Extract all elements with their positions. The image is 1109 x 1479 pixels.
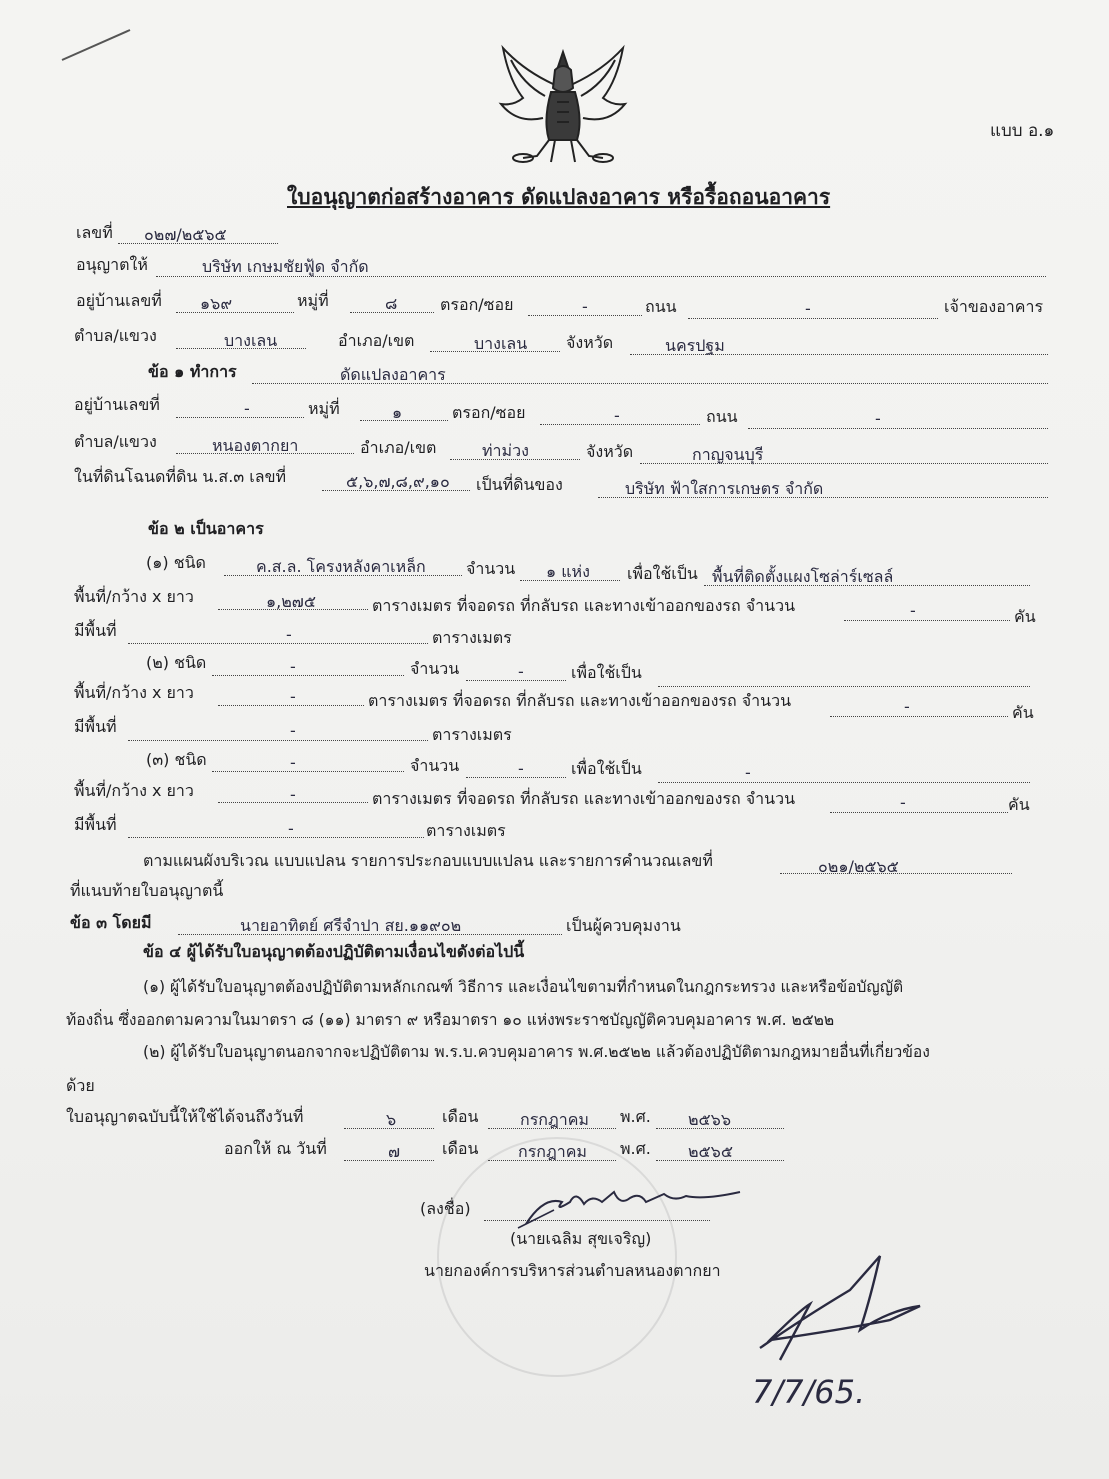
c1-land-owner-label: เป็นที่ดินของ xyxy=(476,475,563,494)
dotted-line xyxy=(176,417,304,418)
form-code: แบบ อ.๑ xyxy=(990,121,1055,141)
tambon-value: บางเลน xyxy=(224,331,278,350)
pen-scratch xyxy=(60,24,134,64)
signatory-position: นายกองค์การบริหารส่วนตำบลหนองตากยา xyxy=(424,1261,721,1280)
c1-soi-value: - xyxy=(614,406,620,425)
moo-value: ๘ xyxy=(385,294,398,313)
item1-type: ค.ส.ล. โครงหลังคาเหล็ก xyxy=(256,557,426,576)
dotted-line xyxy=(176,312,294,313)
dotted-line xyxy=(658,686,1030,687)
dotted-line xyxy=(466,777,566,778)
province-label: จังหวัด xyxy=(566,333,614,352)
tambon-label: ตำบล/แขวง xyxy=(74,326,157,345)
item1-count-label: จำนวน xyxy=(466,559,516,578)
item1-extra-area: - xyxy=(286,625,292,644)
dotted-line xyxy=(212,675,404,676)
permit-no-label: เลขที่ xyxy=(76,223,113,242)
item2-car-unit: คัน xyxy=(1012,703,1034,722)
dotted-line xyxy=(688,318,938,319)
item2-count: - xyxy=(518,662,524,681)
dotted-line xyxy=(128,740,428,741)
official-signature xyxy=(514,1172,754,1232)
item3-extra-area: - xyxy=(288,819,294,838)
item3-area: - xyxy=(290,785,296,804)
item3-sqm: ตารางเมตร xyxy=(426,821,506,840)
dotted-line xyxy=(540,424,700,425)
handwritten-initials xyxy=(740,1250,940,1370)
item1-has-area-label: มีพื้นที่ xyxy=(74,621,117,640)
clause3-suffix: เป็นผู้ควบคุมงาน xyxy=(566,916,681,935)
c1-land-owner: บริษัท ฟ้าใสการเกษตร จำกัด xyxy=(625,479,824,498)
c1-road-label: ถนน xyxy=(706,407,738,426)
signatory-name: (นายเฉลิม สุขเจริญ) xyxy=(510,1229,652,1248)
c1-moo-label: หมู่ที่ xyxy=(308,399,340,418)
item3-car-unit: คัน xyxy=(1008,795,1030,814)
item1-sqm: ตารางเมตร xyxy=(432,628,512,647)
item3-cars: - xyxy=(900,793,906,812)
soi-value: - xyxy=(582,297,588,316)
issued-month: กรกฎาคม xyxy=(518,1142,587,1161)
dotted-line xyxy=(844,620,1010,621)
garuda-emblem xyxy=(493,40,633,170)
item1-use: พื้นที่ติดตั้งแผงโซล่าร์เซลล์ xyxy=(712,567,894,586)
item3-area-suffix: ตารางเมตร ที่จอดรถ ที่กลับรถ และทางเข้าออกของรถ จำนวน xyxy=(372,789,795,808)
plan-text: ตามแผนผังบริเวณ แบบแปลน รายการประกอบแบบแปลน และรายการคำนวณเลขที่ xyxy=(143,851,713,870)
moo-label: หมู่ที่ xyxy=(297,291,329,310)
c1-moo-value: ๑ xyxy=(392,403,403,422)
sign-label: (ลงชื่อ) xyxy=(420,1199,471,1218)
item3-use: - xyxy=(745,763,751,782)
c1-amphoe-value: ท่าม่วง xyxy=(482,441,529,460)
item2-area-label: พื้นที่/กว้าง x ยาว xyxy=(74,683,194,702)
clause3-label: ข้อ ๓ โดยมี xyxy=(70,913,152,932)
c1-land-label: ในที่ดินโฉนดที่ดิน น.ส.๓ เลขที่ xyxy=(74,467,287,486)
clause4-c1-line2: ท้องถิ่น ซึ่งออกตามความในมาตรา ๘ (๑๑) มาตรา ๙ หรือมาตรา ๑๐ แห่งพระราชบัญญัติควบคุมอาคาร พ.ศ. ๒๕๒๒ xyxy=(66,1011,835,1029)
item3-use-label: เพื่อใช้เป็น xyxy=(571,759,642,778)
soi-label: ตรอก/ซอย xyxy=(440,295,514,314)
clause4-c2-line2: ด้วย xyxy=(66,1076,95,1095)
dotted-line xyxy=(830,812,1008,813)
validity-year: ๒๕๖๖ xyxy=(688,1110,731,1129)
c1-tambon-value: หนองตากยา xyxy=(212,436,299,455)
clause4-label: ข้อ ๔ ผู้ได้รับใบอนุญาตต้องปฏิบัติตามเงื่อนไขดังต่อไปนี้ xyxy=(143,942,525,961)
c1-tambon-label: ตำบล/แขวง xyxy=(74,432,157,451)
c1-land-no: ๕,๖,๗,๘,๙,๑๐ xyxy=(346,472,450,491)
c1-province-value: กาญจนบุรี xyxy=(692,445,764,464)
c1-soi-label: ตรอก/ซอย xyxy=(452,403,526,422)
item2-area-suffix: ตารางเมตร ที่จอดรถ ที่กลับรถ และทางเข้าออกของรถ จำนวน xyxy=(368,691,791,710)
dotted-line xyxy=(128,837,424,838)
issued-label: ออกให้ ณ วันที่ xyxy=(224,1139,327,1158)
owner-suffix: เจ้าของอาคาร xyxy=(944,297,1044,316)
item2-cars: - xyxy=(904,697,910,716)
road-value: - xyxy=(805,299,811,318)
item2-has-area-label: มีพื้นที่ xyxy=(74,717,117,736)
issued-day: ๗ xyxy=(388,1142,401,1161)
c1-house-no-label: อยู่บ้านเลขที่ xyxy=(74,395,160,414)
item3-count: - xyxy=(518,759,524,778)
dotted-line xyxy=(128,643,428,644)
page-title: ใบอนุญาตก่อสร้างอาคาร ดัดแปลงอาคาร หรือรื้อถอนอาคาร xyxy=(287,185,831,209)
item2-area: - xyxy=(290,687,296,706)
clause1-action: ดัดแปลงอาคาร xyxy=(340,365,446,384)
clause1-label: ข้อ ๑ ทำการ xyxy=(148,362,237,381)
item3-type-label: (๓) ชนิด xyxy=(146,750,207,769)
item1-cars: - xyxy=(910,601,916,620)
dotted-line xyxy=(830,716,1008,717)
c1-house-no-value: - xyxy=(244,399,250,418)
house-no-value: ๑๖๙ xyxy=(200,294,233,313)
province-value: นครปฐม xyxy=(665,336,725,355)
item1-area: ๑,๒๗๕ xyxy=(266,592,316,611)
dotted-line xyxy=(466,680,566,681)
item3-area-label: พื้นที่/กว้าง x ยาว xyxy=(74,781,194,800)
permit-no-value: ๐๒๗/๒๕๖๕ xyxy=(144,225,227,244)
item1-use-label: เพื่อใช้เป็น xyxy=(627,564,698,583)
plan-no: ๐๒๑/๒๕๖๕ xyxy=(818,857,899,876)
clause3-supervisor: นายอาทิตย์ ศรีจำปา สย.๑๑๙๐๒ xyxy=(240,916,462,935)
clause4-c1-line1: (๑) ผู้ได้รับใบอนุญาตต้องปฏิบัติตามหลักเกณฑ์ วิธีการ และเงื่อนไขตามที่กำหนดในกฎกระทรวง และหรือข้อบัญญัติ xyxy=(143,978,904,996)
plan-attached: ที่แนบท้ายใบอนุญาตนี้ xyxy=(70,881,224,900)
validity-month-label: เดือน xyxy=(442,1107,479,1126)
validity-day: ๖ xyxy=(386,1110,397,1129)
item2-sqm: ตารางเมตร xyxy=(432,725,512,744)
item2-type: - xyxy=(290,657,296,676)
c1-road-value: - xyxy=(875,409,881,428)
item1-count: ๑ แห่ง xyxy=(546,562,590,581)
validity-month: กรกฎาคม xyxy=(520,1110,589,1129)
handwritten-date: 7/7/65. xyxy=(752,1373,866,1411)
dotted-line xyxy=(360,420,448,421)
issued-month-label: เดือน xyxy=(442,1139,479,1158)
dotted-line xyxy=(748,428,1048,429)
item2-extra-area: - xyxy=(290,721,296,740)
issued-year: ๒๕๖๕ xyxy=(688,1142,733,1161)
c1-amphoe-label: อำเภอ/เขต xyxy=(360,438,437,457)
c1-province-label: จังหวัด xyxy=(586,442,634,461)
clause2-label: ข้อ ๒ เป็นอาคาร xyxy=(148,519,264,538)
validity-year-label: พ.ศ. xyxy=(620,1107,651,1126)
issued-year-label: พ.ศ. xyxy=(620,1139,651,1158)
item1-car-unit: คัน xyxy=(1014,607,1036,626)
clause4-c2-line1: (๒) ผู้ได้รับใบอนุญาตนอกจากจะปฏิบัติตาม พ.ร.บ.ควบคุมอาคาร พ.ศ.๒๕๒๒ แล้วต้องปฏิบัติตามกฎหมายอื่นที่เกี่ยวข้อง xyxy=(143,1043,930,1061)
item1-area-label: พื้นที่/กว้าง x ยาว xyxy=(74,587,194,606)
dotted-line xyxy=(212,771,404,772)
item3-has-area-label: มีพื้นที่ xyxy=(74,815,117,834)
grantee-value: บริษัท เกษมชัยฟู้ด จำกัด xyxy=(202,257,369,276)
item1-area-suffix: ตารางเมตร ที่จอดรถ ที่กลับรถ และทางเข้าออกของรถ จำนวน xyxy=(372,596,795,615)
dotted-line xyxy=(658,782,1030,783)
item1-type-label: (๑) ชนิด xyxy=(146,553,206,572)
amphoe-label: อำเภอ/เขต xyxy=(338,331,415,350)
item2-type-label: (๒) ชนิด xyxy=(146,653,207,672)
item2-count-label: จำนวน xyxy=(410,659,460,678)
road-label: ถนน xyxy=(645,297,677,316)
amphoe-value: บางเลน xyxy=(474,334,528,353)
validity-label: ใบอนุญาตฉบับนี้ให้ใช้ได้จนถึงวันที่ xyxy=(66,1107,304,1126)
item3-count-label: จำนวน xyxy=(410,756,460,775)
grant-label: อนุญาตให้ xyxy=(76,255,148,274)
item3-type: - xyxy=(290,753,296,772)
item2-use-label: เพื่อใช้เป็น xyxy=(571,663,642,682)
house-no-label: อยู่บ้านเลขที่ xyxy=(76,291,162,310)
